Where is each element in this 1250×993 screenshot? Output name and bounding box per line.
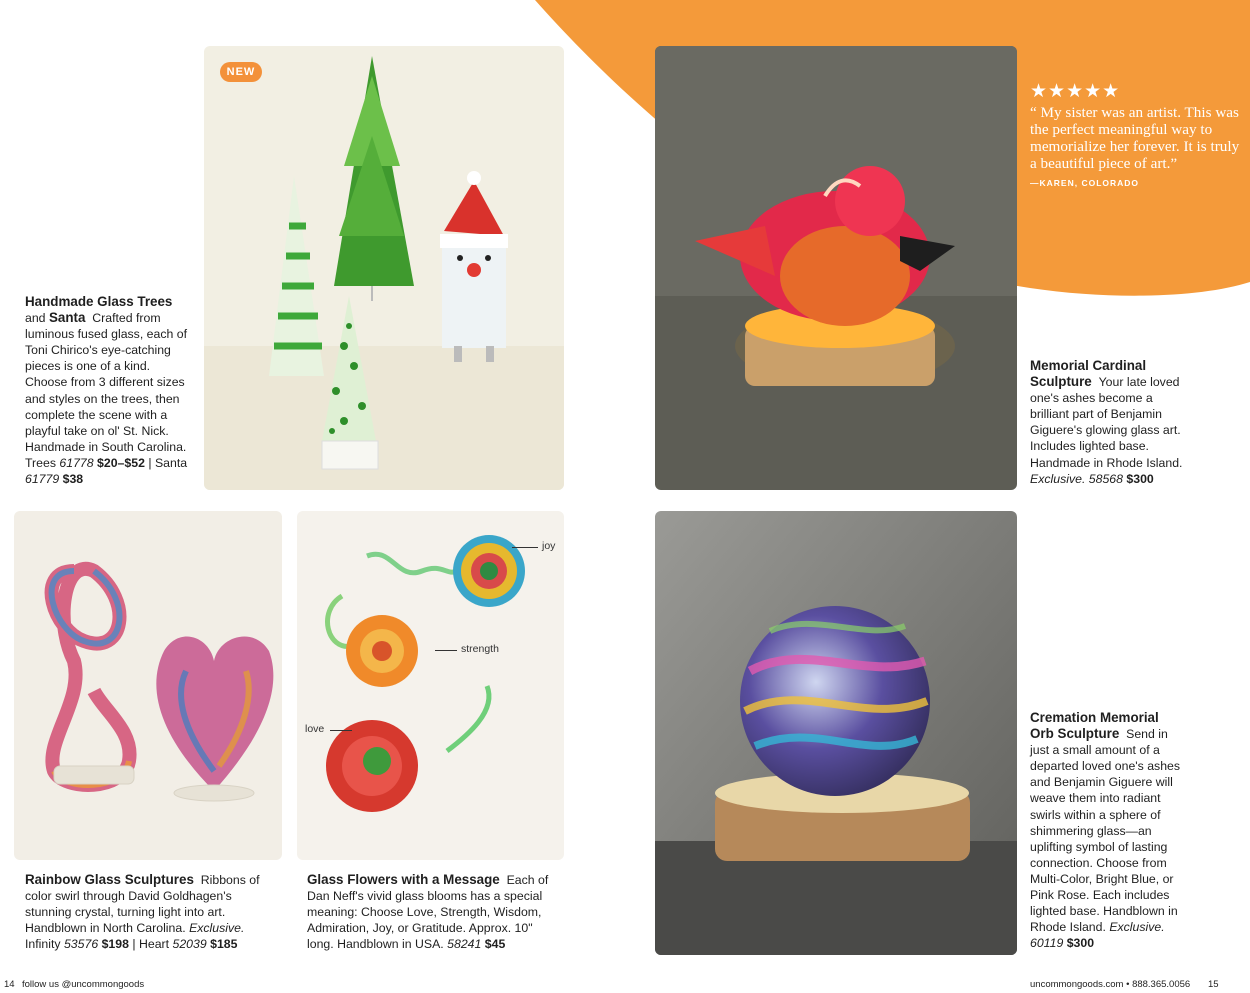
orb-title-line-2: Orb Sculpture <box>1030 726 1120 742</box>
strength-callout: strength <box>461 643 499 655</box>
santa-title: Santa <box>48 310 86 326</box>
memorial-cardinal-photo <box>655 46 1017 490</box>
infinity-price: $198 <box>101 937 129 952</box>
cardinal-body: Your late loved one's ashes become a brilliant part of Benjamin Giguere's glowing glass art. Includes lighted base. Handmade in Rhode Island. <box>1030 375 1183 470</box>
love-callout-line <box>330 730 352 731</box>
review-attribution: —KAREN, COLORADO <box>1030 178 1140 188</box>
rainbow-title: Rainbow Glass Sculptures <box>25 872 194 887</box>
heart-item-number: 52039 <box>172 937 207 952</box>
review-quote: “ My sister was an artist. This was the perfect meaningful way to memorialize her forever. It is truly a beautiful piece of art.” <box>1030 104 1240 172</box>
rainbow-body: Ribbons of color swirl through David Goldhagen's stunning crystal, turning light into art. Handblown in North Carolina. <box>25 873 260 936</box>
flowers-body: Each of Dan Neff's vivid glass blooms has a special meaning: Choose Love, Strength, Wisdom, Admiration, Joy, or Gratitude. Approx. 10" long. Handblown in USA. <box>307 873 549 952</box>
trees-price: $20–$52 <box>97 455 145 470</box>
santa-price: $38 <box>62 472 84 487</box>
rainbow-sculptures-photo <box>14 511 282 860</box>
trees-body: Crafted from luminous fused glass, each of Toni Chirico's eye-catching pieces is one of a kind. Choose from 3 different sizes and styles on the trees, then complete the scene with a playful take on ol' St. Nick. Handmade in South Carolina. <box>25 311 188 454</box>
glass-trees-description: Handmade Glass Trees and Santa Crafted from luminous fused glass, each of Toni Chirico's eye-catching pieces is one of a kind. Choose from 3 different sizes and styles on the trees, then complete the scene with a playful take on ol' St. Nick. Handmade in South Carolina. Trees 61778 $20–$52 | Santa 61779 $38 <box>25 294 188 487</box>
orb-title-line-1: Cremation Memorial <box>1030 710 1159 725</box>
heart-price: $185 <box>210 937 238 952</box>
footer-website-phone[interactable]: uncommongoods.com • 888.365.0056 <box>1030 979 1191 990</box>
flowers-price: $45 <box>484 937 506 952</box>
glass-flowers-description <box>307 872 555 952</box>
strength-callout-line <box>435 650 457 651</box>
cardinal-price: $300 <box>1126 471 1154 486</box>
trees-item-number: 61778 <box>59 455 94 470</box>
glass-flowers-photo <box>297 511 564 860</box>
santa-item-number: 61779 <box>25 472 60 487</box>
infinity-item-number: 53576 <box>63 937 99 952</box>
memorial-orb-photo <box>655 511 1017 955</box>
rainbow-sculptures-description: Rainbow Glass Sculptures Ribbons of color swirl through David Goldhagen's stunning crystal, turning light into art. Handblown in North Carolina. Exclusive. Infinity 53576 $198 | Heart 52039 $185 <box>25 872 260 952</box>
memorial-orb-description: Cremation Memorial Orb Sculpture Send in just a small amount of a departed loved one's ashes and Benjamin Giguere will weave them into radiant swirls within a sphere of shimmering glass—an uplifting symbol of lasting connection. Choose from Multi-Color, Bright Blue, or Pink Rose. Each includes lighted base. Handblown in Rhode Island. Exclusive. 60119 $300 <box>1030 710 1181 951</box>
cardinal-item-number: 58568 <box>1088 471 1123 486</box>
orb-price: $300 <box>1066 936 1095 951</box>
flowers-item-number: 58241 <box>447 937 482 952</box>
memorial-cardinal-description: Memorial Cardinal Sculpture Your late loved one's ashes become a brilliant part of Benjamin Giguere's glowing glass art. Includes lighted base. Handmade in Rhode Island. Exclusive. 58568 $300 <box>1030 358 1183 486</box>
orb-body: Send in just a small amount of a departed loved one's ashes and Benjamin Giguere will weave them into radiant swirls within a sphere of shimmering glass—an uplifting symbol of lasting connection. Choose from Multi-Color, Bright Blue, or Pink Rose. Each includes lighted base. Handblown in Rhode Island. <box>1030 727 1181 935</box>
new-badge: NEW <box>220 62 262 82</box>
love-callout: love <box>305 723 325 735</box>
trees-title: Handmade Glass Trees <box>25 294 173 309</box>
cardinal-title: Memorial Cardinal Sculpture <box>1030 358 1147 390</box>
footer-left-page-number: 14 <box>4 979 15 990</box>
footer-social-handle[interactable]: follow us @uncommongoods <box>22 979 145 990</box>
flowers-title: Glass Flowers with a Message <box>307 872 500 887</box>
orb-item-number: 60119 <box>1030 936 1064 951</box>
customer-review <box>1030 82 1240 188</box>
joy-callout-line <box>512 547 538 548</box>
joy-callout: joy <box>542 540 556 552</box>
footer-right-page-number: 15 <box>1208 979 1219 990</box>
rating-stars-icon: ★★★★★ <box>1030 81 1121 102</box>
glass-trees-photo <box>204 46 564 490</box>
